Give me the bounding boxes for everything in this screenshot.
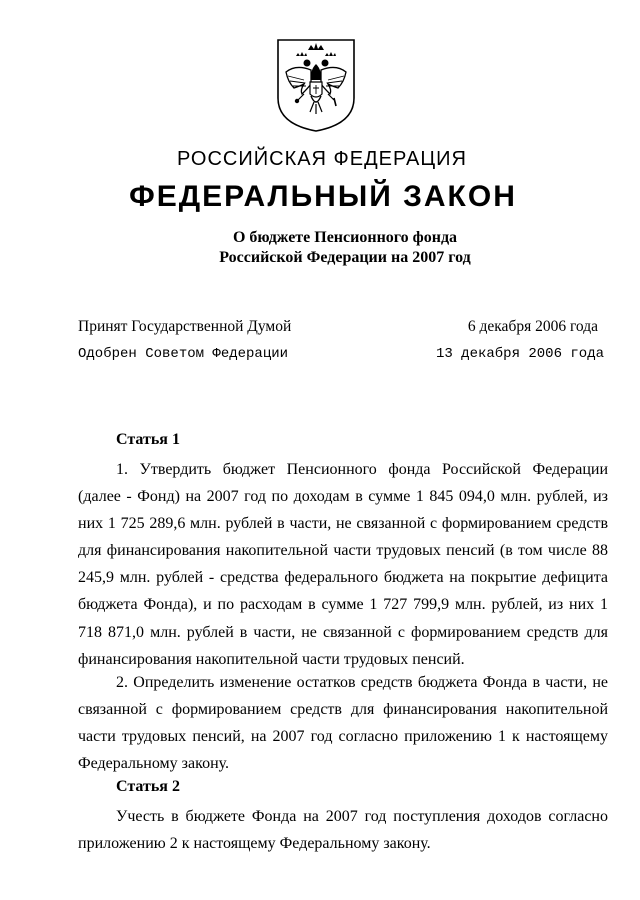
article-2-heading: Статья 2 — [116, 778, 180, 795]
council-label: Одобрен Советом Федерации — [78, 346, 289, 362]
article-2-paragraph-1: Учесть в бюджете Фонда на 2007 год поступления доходов согласно приложению 2 к настоящему Федеральному закону. — [78, 808, 608, 853]
law-title-line-2: Российской Федерации на 2007 год — [219, 249, 471, 266]
law-title-line-1: О бюджете Пенсионного фонда — [232, 229, 458, 246]
duma-date: 6 декабря 2006 года — [467, 318, 598, 335]
council-date: 13 декабря 2006 года — [435, 346, 604, 362]
country-name: РОССИЙСКАЯ ФЕДЕРАЦИЯ — [177, 148, 467, 170]
duma-label: Принят Государственной Думой — [78, 318, 292, 335]
article-1-paragraph-2: 2. Определить изменение остатков средств бюджета Фонда в части, не связанной с формированием средств для финансирования накопительной части трудовых пенсий, на 2007 год согласно приложению 1 к настоящему Федеральному закону. — [78, 674, 608, 773]
article-1-heading: Статья 1 — [116, 431, 180, 448]
law-title — [200, 228, 490, 268]
article-1-paragraph-1: 1. Утвердить бюджет Пенсионного фонда Российской Федерации (далее - Фонд) на 2007 год по доходам в сумме 1 845 094,0 млн. рублей, из них 1 725 289,6 млн. рублей в части, не связанной с формированием средств для финансирования накопительной части трудовых пенсий (в том числе 88 245,9 млн. рублей - средства федерального бюджета на покрытие дефицита бюджета Фонда), и по расходам в сумме 1 727 799,9 млн. рублей, из них 1 718 871,0 млн. рублей в части, не связанной с формированием средств для финансирования накопительной части трудовых пенсий. — [78, 461, 608, 668]
coat-of-arms-icon — [274, 36, 358, 134]
document-type: ФЕДЕРАЛЬНЫЙ ЗАКОН — [129, 180, 517, 213]
